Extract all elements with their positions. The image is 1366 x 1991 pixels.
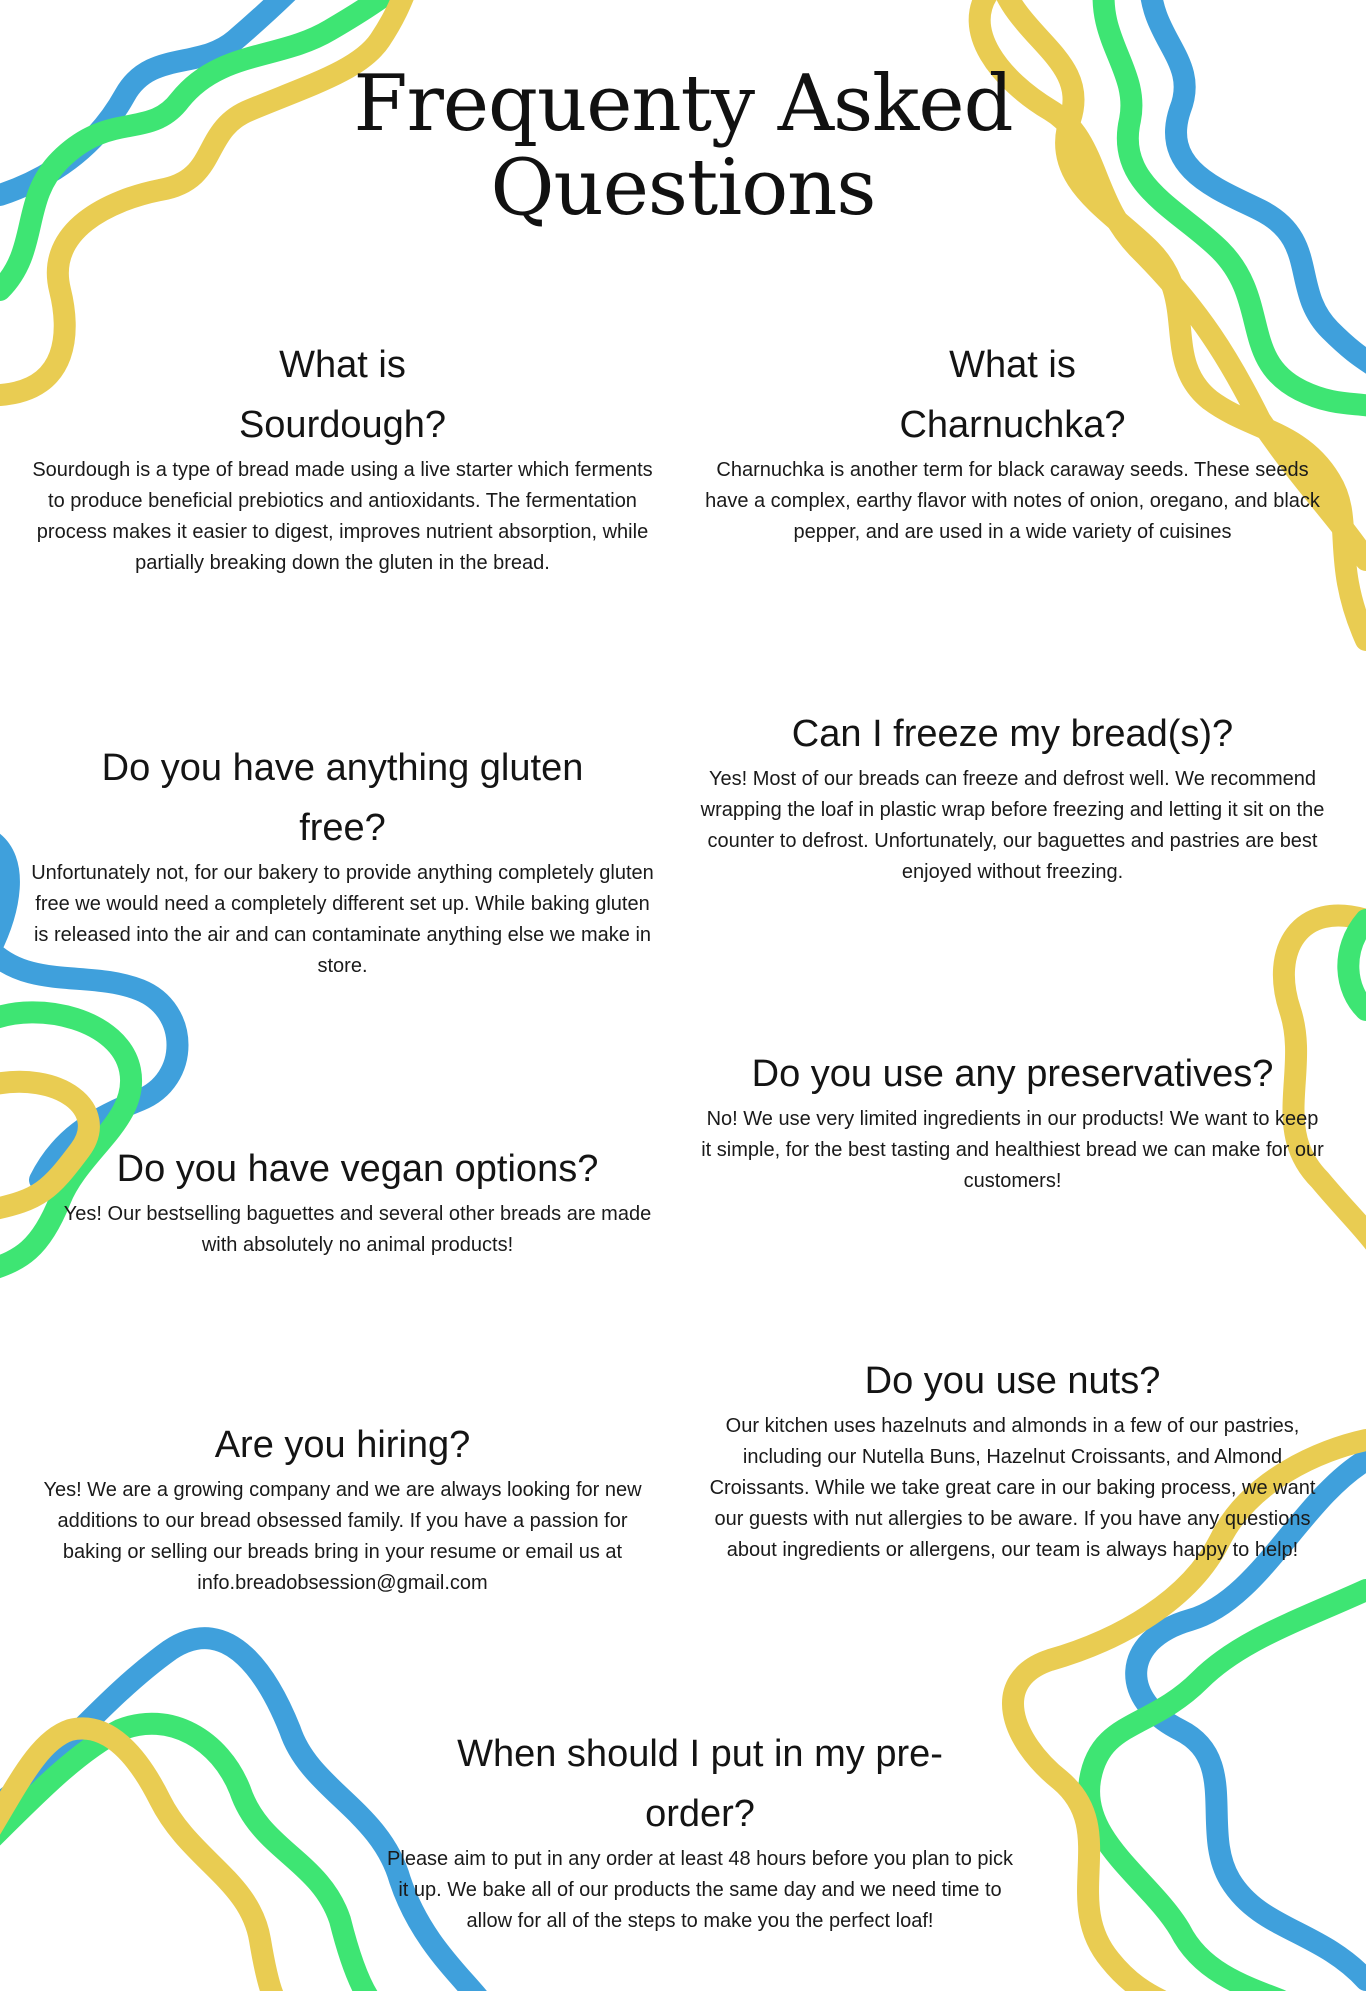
faq-question: Do you have anything gluten free? [101,747,584,849]
faq-answer: Sourdough is a type of bread made using a live starter which ferments to produce beneficial prebiotics and antioxidants. The fermentation process makes it easier to digest, improves nutrient absorption, while partially breaking down the gluten in the bread. [32,459,653,574]
faq-question: What is Sourdough? [238,344,447,446]
faq-answer: Charnuchka is another term for black caraway seeds. These seeds have a complex, earthy flavor with notes of onion, oregano, and black pepper, and are used in a wide variety of cuisines [705,459,1320,543]
faq-hiring [30,1415,655,1599]
faq-question: What is Charnuchka? [899,344,1126,446]
faq-question: Do you use nuts? [864,1360,1161,1402]
faq-answer: Please aim to put in any order at least 48 hours before you plan to pick it up. We bake all of our products the same day and we need time to allow for all of the steps to make you the perfect loaf! [387,1848,1013,1932]
faq-nuts [700,1351,1325,1566]
faq-answer: Yes! Most of our breads can freeze and defrost well. We recommend wrapping the loaf in plastic wrap before freezing and letting it sit on the counter to defrost. Unfortunately, our baguettes and pastries are best enjoyed without freezing. [700,768,1325,883]
faq-vegan-options [45,1139,670,1261]
faq-charnuchka [700,335,1325,548]
faq-question: Do you have vegan options? [116,1148,599,1190]
page-title: Frequenty Asked Questions [353,59,1013,233]
faq-answer: Yes! Our bestselling baguettes and several other breads are made with absolutely no animal products! [63,1203,652,1256]
faq-answer: Yes! We are a growing company and we are always looking for new additions to our bread obsessed family. If you have a passion for baking or selling our breads bring in your resume or email us at info.breadobsession@gmail.com [43,1479,642,1594]
faq-sourdough [30,335,655,579]
faq-answer: Unfortunately not, for our bakery to provide anything completely gluten free we would need a completely different set up. While baking gluten is released into the air and can contaminate anything else we make in store. [31,862,654,977]
faq-question: Can I freeze my bread(s)? [791,713,1234,755]
faq-question: When should I put in my pre-order? [457,1733,943,1835]
faq-pre-order [385,1724,1015,1937]
faq-freeze-bread [700,704,1325,888]
faq-question: Do you use any preservatives? [751,1053,1274,1095]
faq-gluten-free [30,738,655,982]
faq-question: Are you hiring? [214,1424,471,1466]
faq-answer: No! We use very limited ingredients in our products! We want to keep it simple, for the best tasting and healthiest bread we can make for our customers! [701,1108,1324,1192]
faq-answer: Our kitchen uses hazelnuts and almonds in a few of our pastries, including our Nutella Buns, Hazelnut Croissants, and Almond Croissants. While we take great care in our baking process, we want our guests with nut allergies to be aware. If you have any questions about ingredients or allergens, our team is always happy to help! [709,1415,1316,1561]
faq-preservatives [700,1044,1325,1197]
